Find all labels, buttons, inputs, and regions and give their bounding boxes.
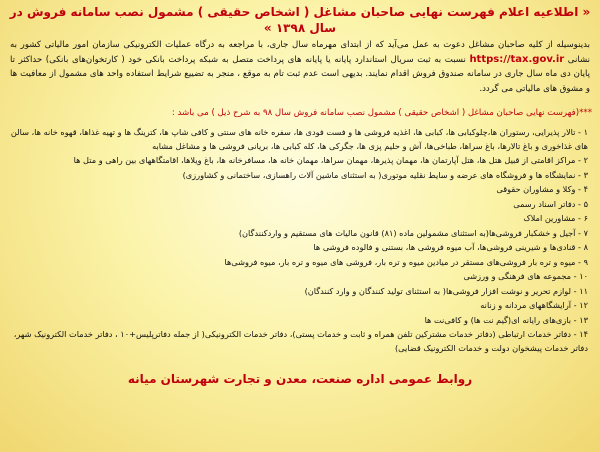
- list-item: ۱۱ - لوازم تحریر و نوشت افزار فروشی‌ها( به استثنای تولید کنندگان و وارد کنندگان): [304, 285, 588, 296]
- intro-text-part2: نسبت به ثبت سریال استاندارد پایانه یا پایانه های پرداخت متصل به شبکه پرداخت بانکی خود ( کارتخوان‌های بانکی) حداکثر تا پایان دی ماه سال جاری در سامانه صندوق فروش اقدام نمایند. بدیهی است عدم ثبت تام به موقع ، منجر به تضییع شرایط استفاده واحد های مشمول از معافیت ها و مشوق های مالیاتی می گردد.: [10, 54, 590, 94]
- intro-paragraph: [8, 38, 592, 96]
- list-item: ۷ - آجیل و خشکبار فروشی‌ها(به استثنای مشمولین ماده (۸۱) قانون مالیات های مستقیم و واردکنندگان): [238, 227, 588, 238]
- list-item: ۱۳ - بازی‌های رایانه ای(گیم نت ها) و کافی‌نت ها: [424, 314, 588, 325]
- list-item: ۶ - مشاورین املاک: [523, 213, 588, 224]
- footer-signature: روابط عمومی اداره صنعت، معدن و تجارت شهرستان میانه: [127, 372, 473, 386]
- announcement-title: « اطلاعیه اعلام فهرست نهایی صاحبان مشاغل ( اشخاص حقیقی ) مشمول نصب سامانه فروش در سال ۱۳۹۸ »: [9, 5, 591, 35]
- list-item: ۱۴ - دفاتر خدمات ارتباطی (دفاتر خدمات مشترکین تلفن همراه و ثابت و خدمات پستی)، دفاتر خدمات الکترونیکی( از جمله دفاترپلیس+۱۰ ، دفاتر خدمات الکترونیک شهر، دفاتر خدمات پیشخوان دولت و خدمات الکترونیک قضایی): [13, 329, 588, 353]
- list-item: ۴ - وکلا و مشاوران حقوقی: [496, 184, 588, 195]
- occupation-list: [8, 126, 592, 355]
- intro-text-part1: بدینوسیله از کلیه صاحبان مشاغل دعوت به عمل می‌آید که از ابتدای مهرماه سال جاری، با مراجعه به درگاه عملیات الکترونیکی سازمان امور مالیاتی کشور به نشانی: [10, 40, 591, 65]
- list-item: ۱ - تالار پذیرایی، رستوران ها،چلوکبابی ها، کبابی ها، اغذیه فروشی ها و فست فودی ها، سفره خانه های سنتی و کافی شاپ ها، کترینگ ها و تهیه غذاها، قهوه خانه ها، سالن های غذاخوری و باغ تالارها، باغ سراها، طباخی‌ها، آش و حلیم پزی ها، جگرکی ها، کله کبابی ها، بریانی فروشی ها و مشاغل مشابه: [10, 127, 588, 151]
- list-item: ۵ - دفاتر اسناد رسمی: [513, 198, 588, 209]
- list-item: ۲ - مراکز اقامتی از قبیل هتل ها، هتل آپارتمان ها، مهمان پذیرها، مهمان سراها، مهمان خانه ها، مسافرخانه ها، باغ ویلاها، اقامتگاههای بین راهی و متل ها: [73, 155, 588, 166]
- list-item: ۱۲ - آرایشگاههای مردانه و زنانه: [480, 300, 588, 311]
- list-item: ۹ - میوه و تره بار فروشی‌های مستقر در میادین میوه و تره بار، فروشی های میوه و تره بار، میوه فروشی‌ها: [224, 256, 588, 267]
- tax-portal-link[interactable]: https://tax.gov.ir: [469, 53, 565, 65]
- list-item: ۱۰ - مجموعه های فرهنگی و ورزشی: [463, 271, 588, 282]
- list-subtitle: ***(فهرست نهایی صاحبان مشاغل ( اشخاص حقیقی ) مشمول نصب سامانه فروش سال ۹۸ به شرح ذیل ) می باشد :: [171, 108, 592, 119]
- list-item: ۳ - نمایشگاه ها و فروشگاه های عرضه و سایط نقلیه موتوری( به استثنای ماشین آلات راهسازی، ساختمانی و کشاورزی): [182, 169, 588, 180]
- list-item: ۸ - قنادی‌ها و شیرینی فروشی‌ها، آب میوه فروشی ها، بستنی و فالوده فروشی ها: [313, 242, 588, 253]
